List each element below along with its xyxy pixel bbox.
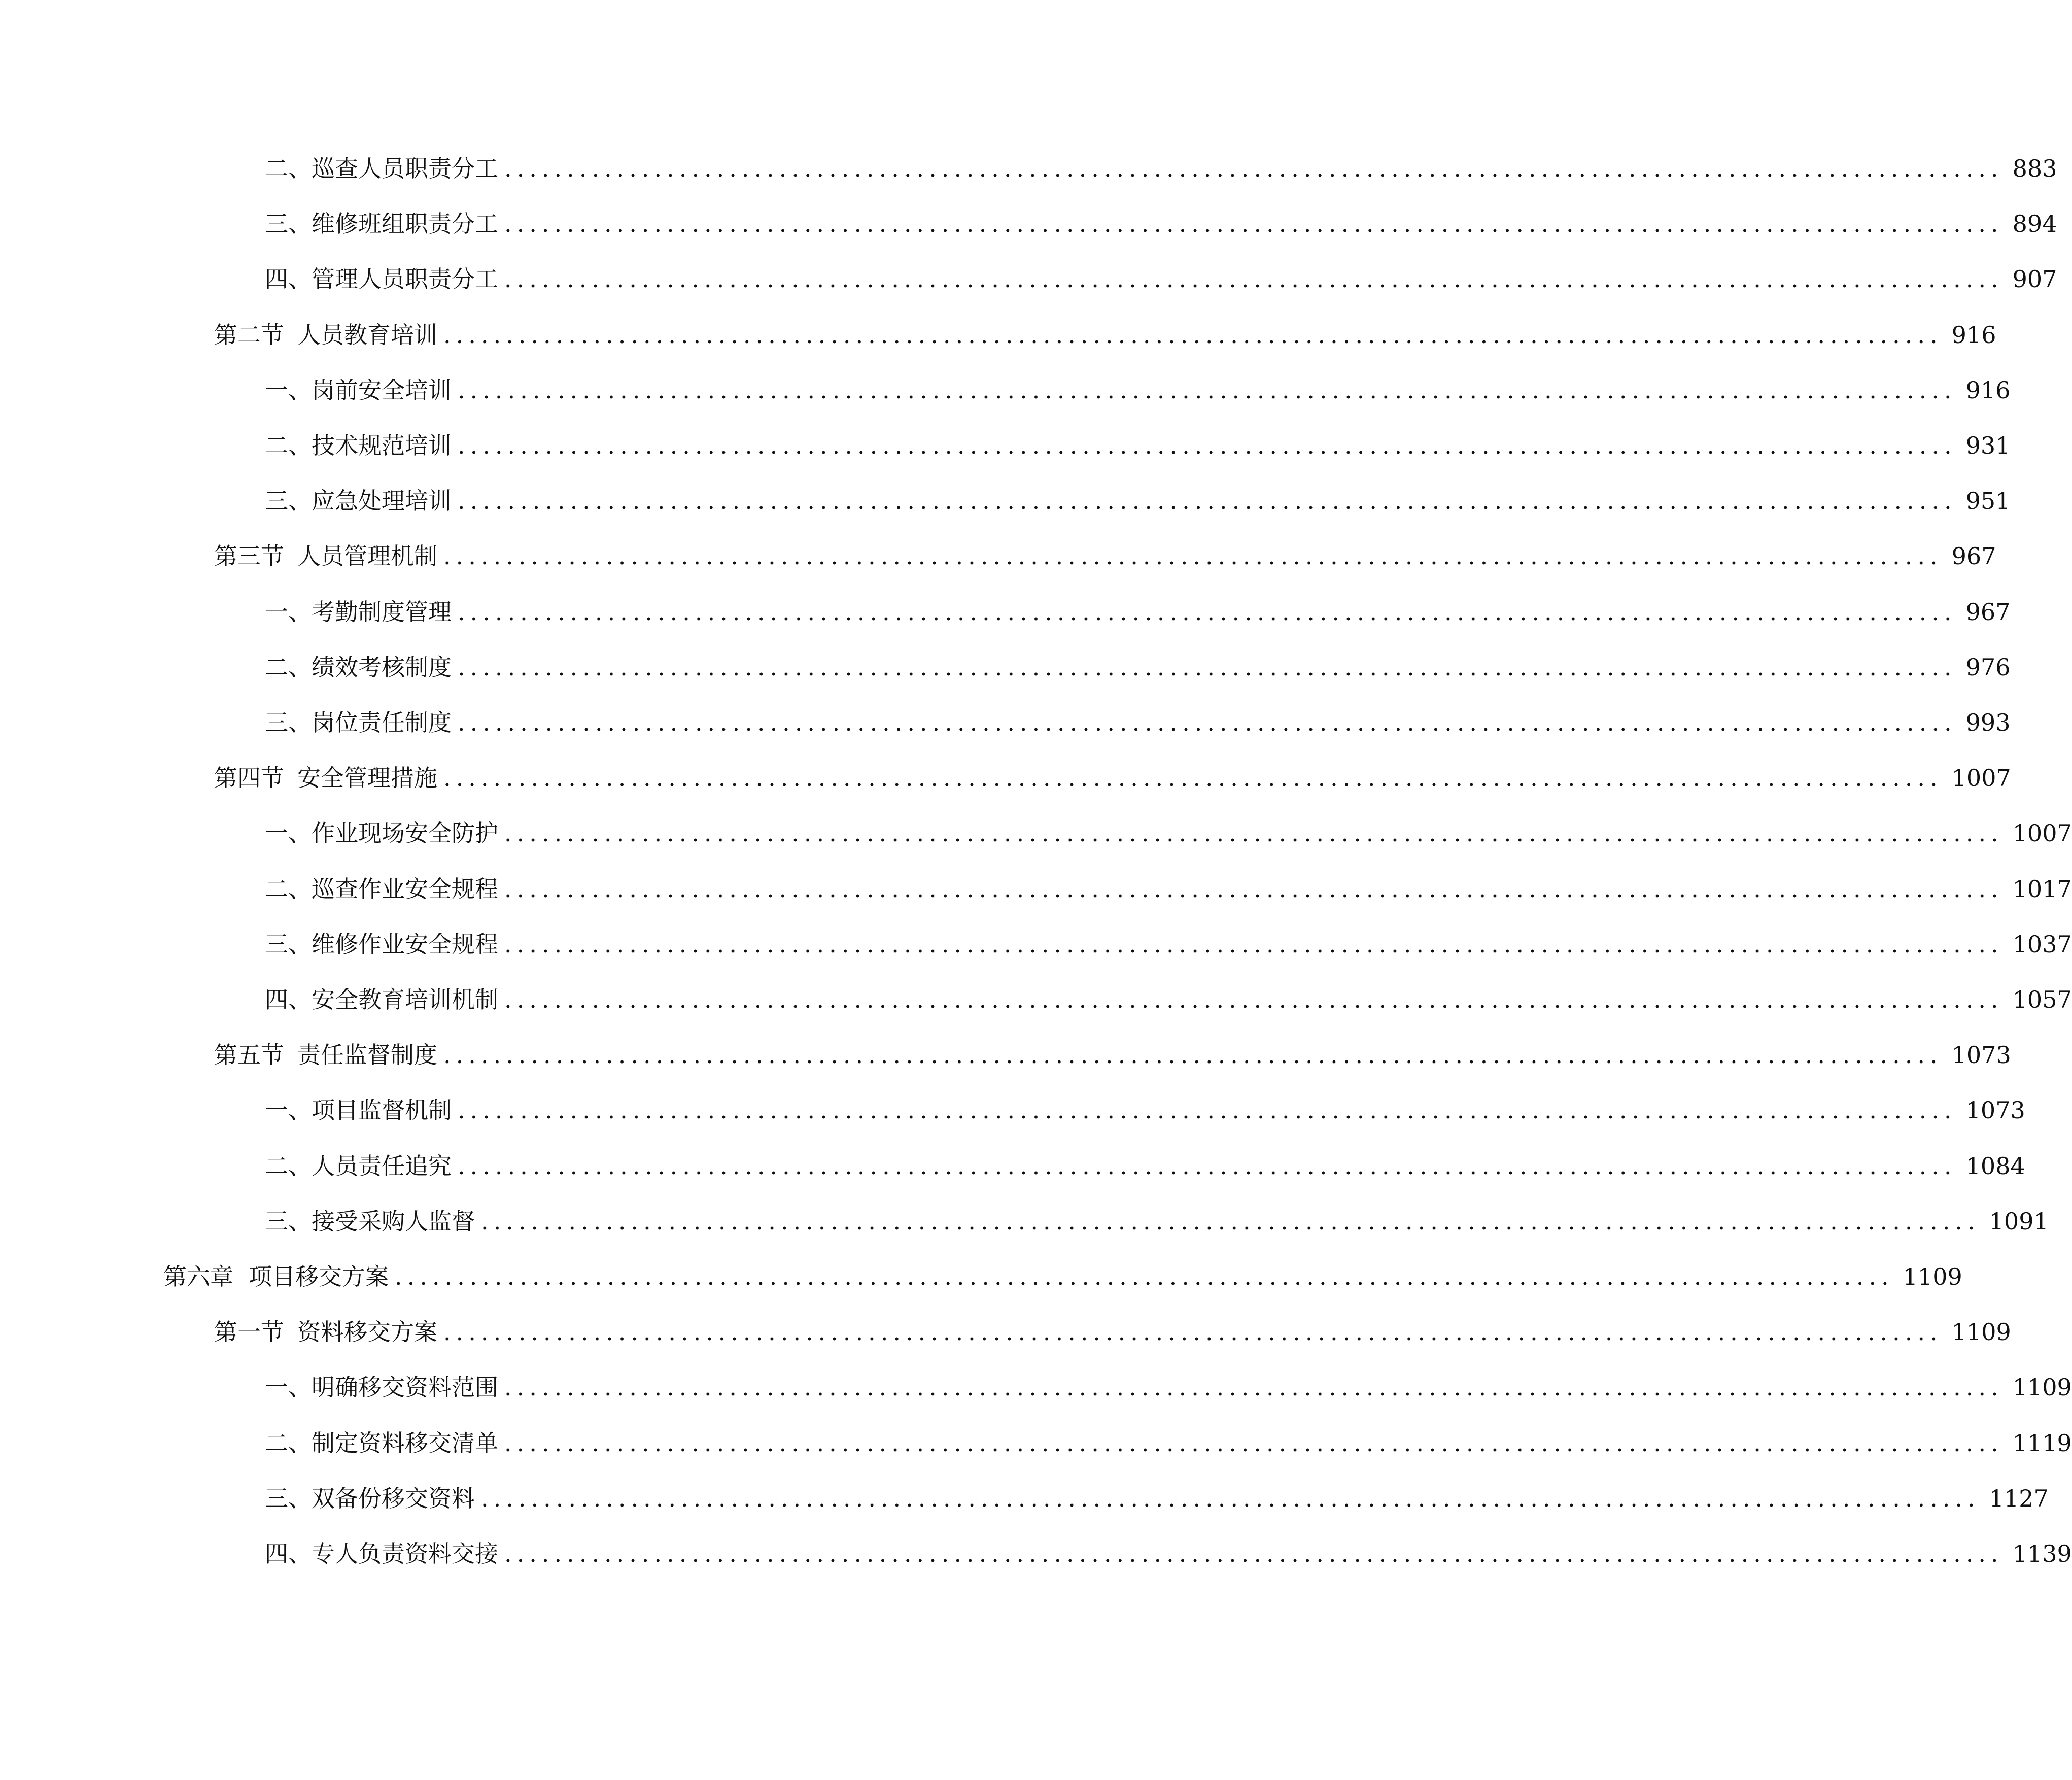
toc-entry-title: 明确移交资料范围 — [312, 1374, 498, 1401]
dot-leader: ........................................................................................................................ — [458, 1152, 1957, 1180]
toc-entry-title: 责任监督制度 — [297, 1041, 437, 1069]
toc-entry-title: 岗位责任制度 — [312, 709, 452, 736]
toc-entry-number: 一、 — [265, 1374, 312, 1401]
toc-entry-title: 双备份移交资料 — [312, 1485, 475, 1512]
toc-entry[interactable] — [265, 203, 2057, 244]
toc-entry-title: 安全管理措施 — [297, 764, 437, 792]
toc-entry-number: 一、 — [265, 376, 312, 404]
dot-leader: ........................................................................................................................ — [481, 1485, 1980, 1512]
toc-entry-page-number: 967 — [1965, 598, 2011, 626]
toc-entry[interactable] — [265, 1367, 2072, 1408]
dot-leader: ........................................................................................................................ — [504, 1374, 2004, 1401]
dot-leader: ........................................................................................................................ — [458, 654, 1957, 681]
toc-entry-page-number: 1017 — [2012, 875, 2072, 903]
toc-entry-number: 第四节 — [214, 764, 284, 792]
toc-entry-page-number: 1127 — [1989, 1485, 2049, 1512]
toc-entry-title: 岗前安全培训 — [312, 376, 452, 404]
toc-entry-page-number: 1073 — [1965, 1097, 2025, 1124]
toc-entry-number: 一、 — [265, 819, 312, 847]
toc-entry-number: 三、 — [265, 931, 312, 958]
toc-entry-number: 四、 — [265, 265, 312, 293]
dot-leader: ........................................................................................................................ — [458, 598, 1957, 626]
toc-entry-number: 四、 — [265, 986, 312, 1013]
toc-entry-number: 二、 — [265, 875, 312, 903]
toc-entry[interactable] — [214, 1312, 2011, 1352]
dot-leader: ........................................................................................................................ — [504, 210, 2004, 237]
toc-entry-page-number: 1057 — [2012, 986, 2072, 1013]
toc-entry-title: 作业现场安全防护 — [312, 819, 498, 847]
dot-leader: ........................................................................................................................ — [504, 986, 2004, 1013]
toc-entry-number: 三、 — [265, 487, 312, 515]
toc-entry[interactable] — [265, 592, 2011, 632]
toc-entry[interactable] — [265, 924, 2072, 965]
dot-leader: ........................................................................................................................ — [443, 542, 1943, 570]
toc-entry-page-number: 1007 — [2012, 819, 2072, 847]
dot-leader: ........................................................................................................................ — [458, 1097, 1957, 1124]
dot-leader: ........................................................................................................................ — [481, 1208, 1980, 1235]
toc-entry-title: 制定资料移交清单 — [312, 1429, 498, 1457]
toc-entry-title: 专人负责资料交接 — [312, 1540, 498, 1567]
dot-leader: ........................................................................................................................ — [443, 321, 1943, 349]
toc-entry[interactable] — [265, 702, 2011, 743]
dot-leader: ........................................................................................................................ — [443, 1041, 1943, 1069]
toc-entry[interactable] — [265, 647, 2011, 688]
toc-entry-page-number: 1139 — [2012, 1540, 2072, 1567]
toc-entry[interactable] — [265, 148, 2057, 189]
toc-entry-page-number: 1007 — [1951, 764, 2011, 792]
toc-entry-title: 绩效考核制度 — [312, 654, 452, 681]
toc-entry-title: 资料移交方案 — [297, 1318, 437, 1346]
toc-entry-page-number: 967 — [1951, 542, 1996, 570]
toc-entry[interactable] — [265, 1201, 2049, 1242]
toc-entry-page-number: 1119 — [2012, 1429, 2072, 1457]
dot-leader: ........................................................................................................................ — [504, 819, 2004, 847]
toc-entry-number: 四、 — [265, 1540, 312, 1567]
toc-entry-page-number: 916 — [1965, 376, 2011, 404]
toc-entry-title: 项目监督机制 — [312, 1097, 452, 1124]
toc-entry-number: 二、 — [265, 432, 312, 459]
dot-leader: ........................................................................................................................ — [504, 931, 2004, 958]
toc-entry-number: 三、 — [265, 1485, 312, 1512]
toc-entry[interactable] — [214, 315, 1996, 355]
dot-leader: ........................................................................................................................ — [504, 265, 2004, 293]
toc-entry-page-number: 1037 — [2012, 931, 2072, 958]
toc-entry-number: 第二节 — [214, 321, 284, 349]
toc-entry[interactable] — [214, 536, 1996, 576]
toc-entry-number: 二、 — [265, 654, 312, 681]
toc-entry-number: 第三节 — [214, 542, 284, 570]
toc-entry-title: 技术规范培训 — [312, 432, 452, 459]
toc-entry[interactable] — [265, 1533, 2072, 1574]
toc-entry[interactable] — [265, 813, 2072, 853]
toc-entry-number: 第六章 — [163, 1263, 233, 1290]
toc-entry-number: 一、 — [265, 598, 312, 626]
toc-entry-number: 二、 — [265, 1152, 312, 1180]
dot-leader: ........................................................................................................................ — [458, 487, 1957, 515]
toc-entry-page-number: 894 — [2012, 210, 2057, 237]
toc-entry-title: 巡查作业安全规程 — [312, 875, 498, 903]
toc-entry[interactable] — [265, 259, 2057, 299]
toc-entry-number: 第五节 — [214, 1041, 284, 1069]
toc-entry-number: 第一节 — [214, 1318, 284, 1346]
toc-entry-title: 维修班组职责分工 — [312, 210, 498, 237]
toc-entry[interactable] — [214, 758, 2011, 798]
toc-entry[interactable] — [163, 1256, 1962, 1297]
toc-entry[interactable] — [265, 1478, 2049, 1519]
toc-entry-title: 巡查人员职责分工 — [312, 155, 498, 182]
toc-entry-page-number: 931 — [1965, 432, 2011, 459]
dot-leader: ........................................................................................................................ — [504, 875, 2004, 903]
toc-entry-title: 维修作业安全规程 — [312, 931, 498, 958]
toc-entry-page-number: 1073 — [1951, 1041, 2011, 1069]
dot-leader: ........................................................................................................................ — [504, 1429, 2004, 1457]
dot-leader: ........................................................................................................................ — [458, 376, 1957, 404]
toc-entry-page-number: 1109 — [1951, 1318, 2011, 1346]
dot-leader: ........................................................................................................................ — [504, 155, 2004, 182]
dot-leader: ........................................................................................................................ — [458, 709, 1957, 736]
dot-leader: ........................................................................................................................ — [458, 432, 1957, 459]
toc-entry-number: 三、 — [265, 1208, 312, 1235]
dot-leader: ........................................................................................................................ — [443, 764, 1943, 792]
toc-entry-number: 一、 — [265, 1097, 312, 1124]
toc-entry-page-number: 883 — [2012, 155, 2057, 182]
toc-entry[interactable] — [265, 481, 2011, 521]
toc-entry-page-number: 951 — [1965, 487, 2011, 515]
toc-entry-page-number: 916 — [1951, 321, 1996, 349]
toc-entry-title: 接受采购人监督 — [312, 1208, 475, 1235]
toc-entry-page-number: 1109 — [1903, 1263, 1962, 1290]
dot-leader: ........................................................................................................................ — [504, 1540, 2004, 1567]
toc-entry-title: 人员责任追究 — [312, 1152, 452, 1180]
toc-entry-title: 考勤制度管理 — [312, 598, 452, 626]
toc-entry-title: 人员教育培训 — [297, 321, 437, 349]
toc-entry[interactable] — [265, 1423, 2072, 1463]
toc-entry-number: 二、 — [265, 155, 312, 182]
toc-entry-page-number: 976 — [1965, 654, 2011, 681]
dot-leader: ........................................................................................................................ — [395, 1263, 1894, 1290]
toc-entry-title: 安全教育培训机制 — [312, 986, 498, 1013]
toc-entry[interactable] — [265, 869, 2072, 909]
toc-entry[interactable] — [265, 1090, 2025, 1131]
toc-entry[interactable] — [214, 1035, 2011, 1075]
toc-entry[interactable] — [265, 425, 2011, 466]
toc-entry-page-number: 907 — [2012, 265, 2057, 293]
toc-entry-number: 三、 — [265, 709, 312, 736]
toc-entry[interactable] — [265, 1146, 2025, 1186]
toc-entry-title: 应急处理培训 — [312, 487, 452, 515]
toc-entry-title: 项目移交方案 — [249, 1263, 389, 1290]
toc-entry-title: 人员管理机制 — [297, 542, 437, 570]
toc-entry-number: 三、 — [265, 210, 312, 237]
toc-entry-page-number: 993 — [1965, 709, 2011, 736]
toc-entry[interactable] — [265, 979, 2072, 1020]
toc-entry-number: 二、 — [265, 1429, 312, 1457]
dot-leader: ........................................................................................................................ — [443, 1318, 1943, 1346]
toc-entry-page-number: 1091 — [1989, 1208, 2049, 1235]
toc-entry-page-number: 1109 — [2012, 1374, 2072, 1401]
toc-entry[interactable] — [265, 370, 2011, 410]
toc-entry-title: 管理人员职责分工 — [312, 265, 498, 293]
toc-entry-page-number: 1084 — [1965, 1152, 2025, 1180]
